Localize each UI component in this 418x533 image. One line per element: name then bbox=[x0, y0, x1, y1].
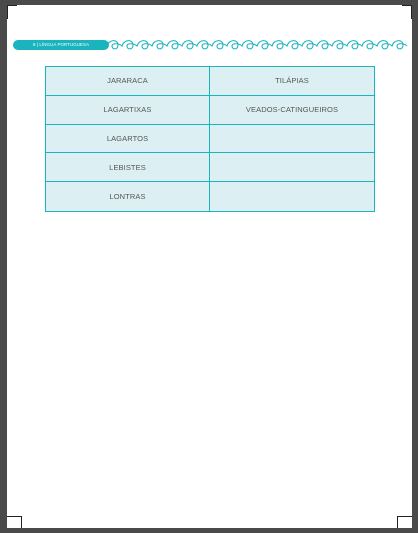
crop-mark-bottom-left bbox=[21, 516, 22, 528]
table-cell: LAGARTIXAS bbox=[46, 96, 210, 125]
table-cell: VEADOS-CATINGUEIROS bbox=[210, 96, 374, 125]
table-cell: LEBISTES bbox=[46, 153, 210, 182]
crop-mark-bottom-left bbox=[7, 516, 21, 517]
crop-mark-top-left bbox=[7, 5, 17, 6]
wave-decoration bbox=[107, 38, 409, 52]
table-cell: LAGARTOS bbox=[46, 125, 210, 154]
table-cell: LONTRAS bbox=[46, 182, 210, 211]
crop-mark-top-left bbox=[7, 5, 8, 19]
crop-mark-bottom-right bbox=[398, 516, 412, 517]
header-label: 8 | LÍNGUA PORTUGUESA bbox=[33, 42, 90, 47]
table-cell bbox=[210, 153, 374, 182]
table-cell: JARARACA bbox=[46, 67, 210, 96]
table-cell: TILÁPIAS bbox=[210, 67, 374, 96]
table-cell bbox=[210, 182, 374, 211]
crop-mark-top-right bbox=[402, 5, 412, 6]
table-cell bbox=[210, 125, 374, 154]
crop-mark-bottom-right bbox=[397, 516, 398, 528]
word-table bbox=[45, 66, 375, 212]
crop-mark-top-right bbox=[411, 5, 412, 19]
document-page bbox=[7, 5, 412, 528]
